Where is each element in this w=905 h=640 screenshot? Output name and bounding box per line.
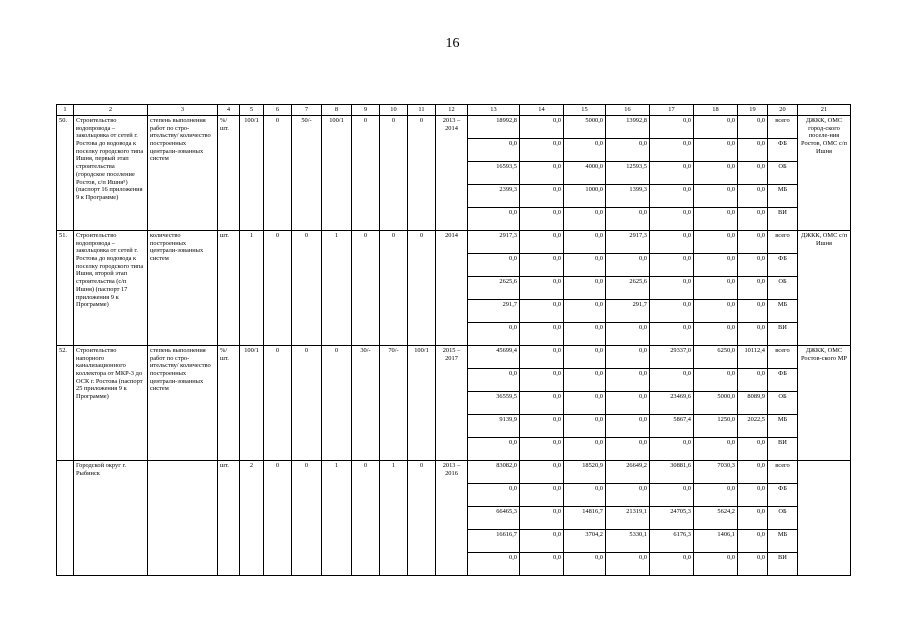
funding-source: ФБ [768,484,798,507]
amount-cell: 18992,8 [468,116,520,139]
funding-source: ОБ [768,162,798,185]
amount-cell: 5000,0 [564,116,606,139]
funding-source: всего [768,461,798,484]
amount-cell: 7030,3 [694,461,738,484]
amount-cell: 0,0 [738,162,768,185]
amount-cell: 291,7 [606,300,650,323]
header-cell: 1 [57,105,74,116]
funding-source: всего [768,231,798,254]
amount-cell: 6176,3 [650,530,694,553]
amount-cell: 0,0 [694,185,738,208]
amount-cell: 10112,4 [738,346,768,369]
amount-cell: 0,0 [520,369,564,392]
unit: шт. [218,231,240,346]
header-cell: 15 [564,105,606,116]
amount-cell: 0,0 [694,208,738,231]
indicator-value: 30/- [352,346,380,461]
amount-cell: 5330,1 [606,530,650,553]
amount-cell: 0,0 [564,277,606,300]
indicator-value: 0 [322,346,352,461]
amount-cell: 0,0 [606,484,650,507]
executor: ДЖКК, ОМС с/п Ишня [798,231,851,346]
amount-cell: 0,0 [520,438,564,461]
table-row [57,231,851,254]
funding-source: всего [768,346,798,369]
amount-cell: 0,0 [468,323,520,346]
funding-source: ОБ [768,277,798,300]
amount-cell: 12593,5 [606,162,650,185]
header-cell: 16 [606,105,650,116]
indicator-value: 0 [264,346,292,461]
amount-cell: 0,0 [520,323,564,346]
amount-cell: 21319,1 [606,507,650,530]
funding-source: МБ [768,300,798,323]
funding-source: МБ [768,530,798,553]
amount-cell: 0,0 [694,254,738,277]
header-cell: 11 [408,105,436,116]
amount-cell: 16616,7 [468,530,520,553]
funding-source: ОБ [768,507,798,530]
header-cell: 3 [148,105,218,116]
indicator-value: 1 [322,461,352,576]
unit: шт. [218,461,240,576]
funding-source: всего [768,116,798,139]
amount-cell: 5000,0 [694,392,738,415]
amount-cell: 0,0 [564,415,606,438]
amount-cell: 8089,9 [738,392,768,415]
amount-cell: 0,0 [650,162,694,185]
amount-cell: 0,0 [694,116,738,139]
indicator-value: 70/- [380,346,408,461]
unit: %/ шт. [218,116,240,231]
amount-cell: 0,0 [564,438,606,461]
amount-cell: 23469,6 [650,392,694,415]
header-cell: 12 [436,105,468,116]
indicator-value: 100/1 [322,116,352,231]
amount-cell: 0,0 [520,116,564,139]
header-cell: 18 [694,105,738,116]
indicator-value: 0 [264,231,292,346]
amount-cell: 0,0 [694,231,738,254]
amount-cell: 0,0 [694,162,738,185]
header-cell: 17 [650,105,694,116]
amount-cell: 0,0 [520,484,564,507]
amount-cell: 0,0 [564,484,606,507]
amount-cell: 0,0 [606,392,650,415]
indicator-value: 0 [292,346,322,461]
amount-cell: 0,0 [738,484,768,507]
indicator-value: 0 [380,231,408,346]
amount-cell: 0,0 [650,553,694,576]
event-name: Городской округ г. Рыбинск [74,461,148,576]
amount-cell: 0,0 [468,254,520,277]
amount-cell: 0,0 [738,553,768,576]
amount-cell: 0,0 [606,346,650,369]
amount-cell: 0,0 [564,392,606,415]
indicator-value: 0 [408,461,436,576]
indicator: степень выполнения работ по стро-ительству/ количество построенных централи-зованных систем [148,346,218,461]
header-cell: 2 [74,105,148,116]
amount-cell: 0,0 [650,116,694,139]
header-row [57,105,851,116]
amount-cell: 0,0 [738,438,768,461]
amount-cell: 0,0 [520,553,564,576]
amount-cell: 0,0 [520,346,564,369]
amount-cell: 1000,0 [564,185,606,208]
table-row [57,346,851,369]
amount-cell: 83082,0 [468,461,520,484]
row-number: 52. [57,346,74,461]
amount-cell: 0,0 [564,208,606,231]
indicator-value: 100/1 [240,346,264,461]
amount-cell: 14816,7 [564,507,606,530]
amount-cell: 0,0 [468,139,520,162]
indicator-value: 1 [380,461,408,576]
amount-cell: 0,0 [520,254,564,277]
amount-cell: 0,0 [468,484,520,507]
amount-cell: 36559,5 [468,392,520,415]
indicator-value: 2 [240,461,264,576]
amount-cell: 24705,3 [650,507,694,530]
amount-cell: 2022,5 [738,415,768,438]
amount-cell: 0,0 [606,323,650,346]
amount-cell: 13992,8 [606,116,650,139]
amount-cell: 0,0 [606,369,650,392]
amount-cell: 6250,0 [694,346,738,369]
amount-cell: 0,0 [606,254,650,277]
amount-cell: 29337,0 [650,346,694,369]
amount-cell: 0,0 [606,415,650,438]
executor: ДЖКК, ОМС город-ского поселе-ния Ростов, ОМС с/п Ишня [798,116,851,231]
amount-cell: 0,0 [606,139,650,162]
event-name: Строительство напорного канализационного коллектора от МКР-3 до ОСК г. Ростова (паспорт 25 приложения 9 к Программе) [74,346,148,461]
amount-cell: 0,0 [520,277,564,300]
indicator-value: 0 [380,116,408,231]
event-name: Строительство водопровода – закольцовка от сетей г. Ростова до водовода к поселку городского типа Ишня, первый этап строительства (городское поселение Ростов, с/п Ишня⁵) (паспорт 16 приложения 9 к Программе) [74,116,148,231]
amount-cell: 0,0 [650,438,694,461]
amount-cell: 0,0 [694,553,738,576]
table-row [57,461,851,484]
indicator: количество построенных централи-зованных систем [148,231,218,346]
header-cell: 19 [738,105,768,116]
indicator-value: 1 [240,231,264,346]
amount-cell: 2917,3 [468,231,520,254]
indicator [148,461,218,576]
amount-cell: 2625,6 [606,277,650,300]
header-cell: 9 [352,105,380,116]
header-cell: 10 [380,105,408,116]
page-number: 16 [445,36,460,51]
amount-cell: 2399,3 [468,185,520,208]
amount-cell: 0,0 [650,185,694,208]
amount-cell: 16593,5 [468,162,520,185]
amount-cell: 4000,0 [564,162,606,185]
indicator-value: 0 [352,231,380,346]
funding-source: ВИ [768,323,798,346]
amount-cell: 0,0 [564,553,606,576]
amount-cell: 0,0 [738,208,768,231]
amount-cell: 0,0 [694,369,738,392]
unit: %/ шт. [218,346,240,461]
indicator-value: 0 [264,461,292,576]
header-cell: 8 [322,105,352,116]
amount-cell: 0,0 [694,484,738,507]
period: 2013 – 2016 [436,461,468,576]
table-row [57,116,851,139]
period: 2014 [436,231,468,346]
row-number: 50. [57,116,74,231]
amount-cell: 0,0 [564,231,606,254]
amount-cell: 0,0 [564,346,606,369]
amount-cell: 0,0 [606,553,650,576]
amount-cell: 0,0 [606,208,650,231]
executor [798,461,851,576]
funding-source: ФБ [768,369,798,392]
funding-source: МБ [768,185,798,208]
indicator-value: 100/1 [240,116,264,231]
funding-source: ВИ [768,553,798,576]
amount-cell: 0,0 [564,254,606,277]
amount-cell: 5867,4 [650,415,694,438]
period: 2013 – 2014 [436,116,468,231]
amount-cell: 0,0 [694,277,738,300]
header-cell: 14 [520,105,564,116]
amount-cell: 0,0 [564,300,606,323]
amount-cell: 0,0 [564,139,606,162]
amount-cell: 0,0 [650,277,694,300]
amount-cell: 0,0 [694,139,738,162]
amount-cell: 0,0 [520,185,564,208]
amount-cell: 0,0 [606,438,650,461]
amount-cell: 0,0 [738,300,768,323]
amount-cell: 0,0 [564,323,606,346]
funding-source: ВИ [768,208,798,231]
indicator-value: 0 [408,231,436,346]
amount-cell: 0,0 [738,369,768,392]
funding-source: ФБ [768,139,798,162]
amount-cell: 0,0 [650,254,694,277]
amount-cell: 1406,1 [694,530,738,553]
amount-cell: 1399,3 [606,185,650,208]
amount-cell: 0,0 [520,507,564,530]
program-table [56,104,851,576]
amount-cell: 0,0 [738,231,768,254]
amount-cell: 0,0 [738,323,768,346]
amount-cell: 2625,6 [468,277,520,300]
amount-cell: 0,0 [650,369,694,392]
indicator-value: 0 [292,461,322,576]
amount-cell: 0,0 [738,139,768,162]
indicator-value: 1 [322,231,352,346]
amount-cell: 0,0 [738,254,768,277]
funding-source: ОБ [768,392,798,415]
row-number [57,461,74,576]
amount-cell: 0,0 [738,507,768,530]
indicator-value: 0 [352,461,380,576]
amount-cell: 5624,2 [694,507,738,530]
amount-cell: 0,0 [650,231,694,254]
amount-cell: 0,0 [738,185,768,208]
amount-cell: 0,0 [520,139,564,162]
amount-cell: 0,0 [520,300,564,323]
executor: ДЖКК, ОМС Ростов-ского МР [798,346,851,461]
funding-source: МБ [768,415,798,438]
amount-cell: 1250,0 [694,415,738,438]
amount-cell: 0,0 [520,530,564,553]
amount-cell: 45699,4 [468,346,520,369]
amount-cell: 0,0 [650,300,694,323]
amount-cell: 0,0 [650,484,694,507]
event-name: Строительство водопровода – закольцовка от сетей г. Ростова до водовода к поселку городского типа Ишня, второй этап строительства (с/п Ишня) (паспорт 17 приложения 9 к Программе) [74,231,148,346]
funding-source: ВИ [768,438,798,461]
amount-cell: 0,0 [520,208,564,231]
amount-cell: 30881,6 [650,461,694,484]
funding-source: ФБ [768,254,798,277]
header-cell: 21 [798,105,851,116]
indicator: степень выполнения работ по стро-ительству/ количество построенных централи-зованных систем [148,116,218,231]
amount-cell: 26649,2 [606,461,650,484]
header-cell: 4 [218,105,240,116]
amount-cell: 0,0 [468,369,520,392]
amount-cell: 0,0 [564,369,606,392]
row-number: 51. [57,231,74,346]
amount-cell: 0,0 [694,300,738,323]
amount-cell: 0,0 [468,438,520,461]
amount-cell: 0,0 [738,116,768,139]
amount-cell: 3704,2 [564,530,606,553]
amount-cell: 0,0 [520,461,564,484]
header-cell: 20 [768,105,798,116]
amount-cell: 0,0 [694,438,738,461]
amount-cell: 0,0 [468,553,520,576]
header-cell: 5 [240,105,264,116]
amount-cell: 66465,3 [468,507,520,530]
header-cell: 7 [292,105,322,116]
amount-cell: 0,0 [738,530,768,553]
header-cell: 6 [264,105,292,116]
amount-cell: 0,0 [520,392,564,415]
amount-cell: 18520,9 [564,461,606,484]
amount-cell: 0,0 [520,231,564,254]
amount-cell: 0,0 [650,208,694,231]
indicator-value: 50/- [292,116,322,231]
period: 2015 – 2017 [436,346,468,461]
indicator-value: 0 [408,116,436,231]
indicator-value: 100/1 [408,346,436,461]
amount-cell: 0,0 [520,415,564,438]
amount-cell: 0,0 [738,277,768,300]
amount-cell: 2917,3 [606,231,650,254]
header-cell: 13 [468,105,520,116]
amount-cell: 0,0 [694,323,738,346]
amount-cell: 0,0 [650,139,694,162]
amount-cell: 9139,9 [468,415,520,438]
amount-cell: 0,0 [468,208,520,231]
amount-cell: 0,0 [520,162,564,185]
indicator-value: 0 [352,116,380,231]
amount-cell: 0,0 [738,461,768,484]
indicator-value: 0 [264,116,292,231]
amount-cell: 291,7 [468,300,520,323]
indicator-value: 0 [292,231,322,346]
amount-cell: 0,0 [650,323,694,346]
